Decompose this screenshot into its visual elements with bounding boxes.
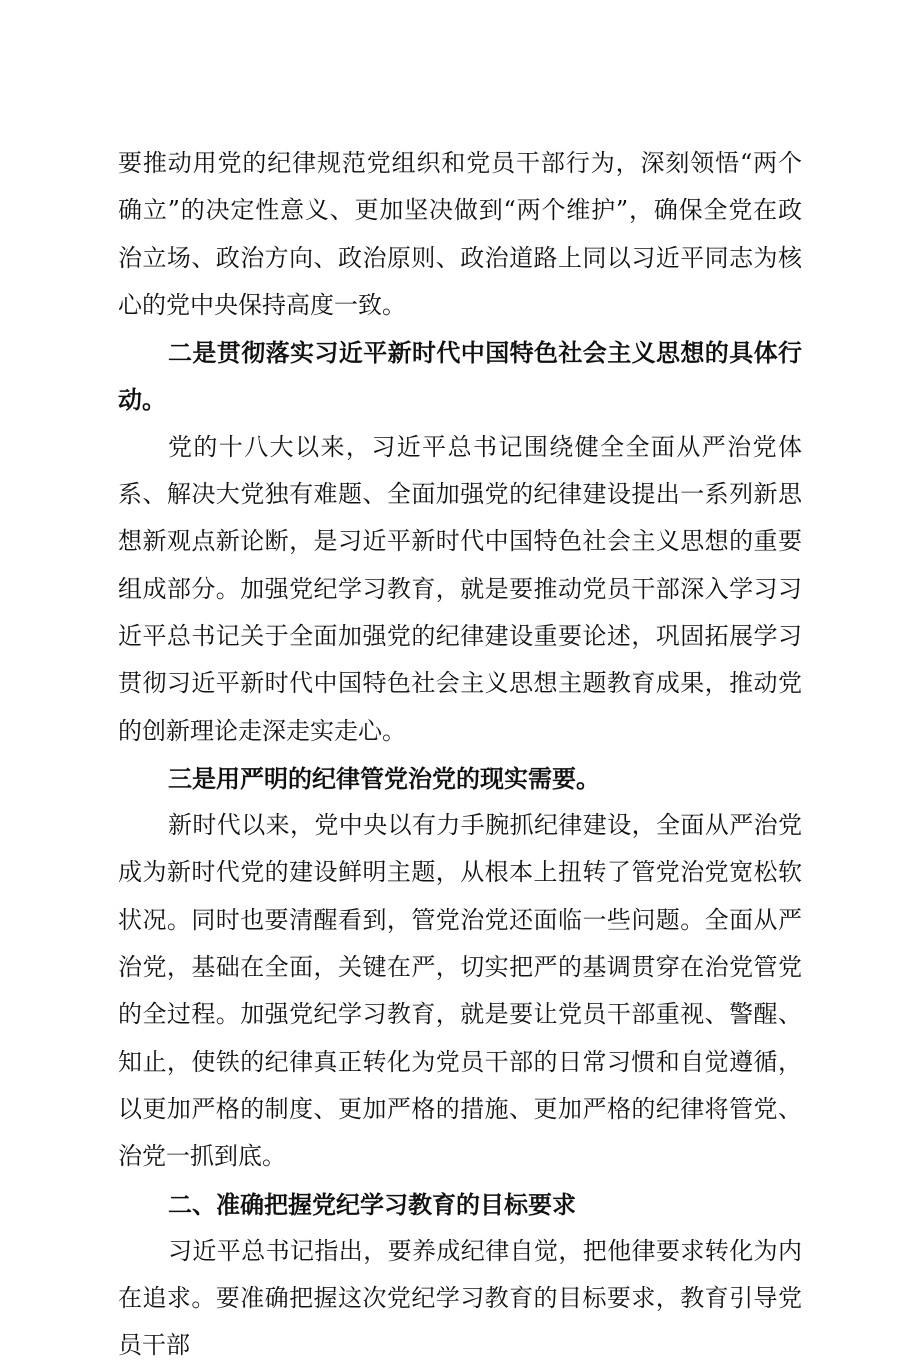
body-paragraph: 习近平总书记指出，要养成纪律自觉，把他律要求转化为内在追求。要准确把握这次党纪学习教育的目标要求，教育引导党员干部	[118, 1236, 802, 1360]
body-paragraph: 新时代以来，党中央以有力手腕抓纪律建设，全面从严治党成为新时代党的建设鲜明主题，从根本上扭转了管党治党宽松软状况。同时也要清醒看到，管党治党还面临一些问题。全面从严治党，基础在全面，关键在严，切实把严的基调贯穿在治党管党的全过程。加强党纪学习教育，就是要让党员干部重视、警醒、知止，使铁的纪律真正转化为党员干部的日常习惯和自觉遵循，以更加严格的制度、更加严格的措施、更加严格的纪律将管党、治党一抓到底。	[118, 811, 802, 1171]
document-body	[118, 140, 802, 1370]
body-paragraph: 党的十八大以来，习近平总书记围绕健全全面从严治党体系、解决大党独有难题、全面加强党的纪律建设提出一系列新思想新观点新论断，是习近平新时代中国特色社会主义思想的重要组成部分。加强党纪学习教育，就是要推动党员干部深入学习习近平总书记关于全面加强党的纪律建设重要论述，巩固拓展学习贯彻习近平新时代中国特色社会主义思想主题教育成果，推动党的创新理论走深走实走心。	[118, 432, 802, 745]
subheading-second-point: 二是贯彻落实习近平新时代中国特色社会主义思想的具体行动。	[118, 338, 802, 415]
subheading-third-point: 三是用严明的纪律管党治党的现实需要。	[168, 763, 600, 793]
body-paragraph-continuation: 要推动用党的纪律规范党组织和党员干部行为，深刻领悟“两个确立”的决定性意义、更加坚决做到“两个维护”，确保全党在政治立场、政治方向、政治原则、政治道路上同以习近平同志为核心的党中央保持高度一致。	[118, 149, 802, 319]
section-heading: 二、准确把握党纪学习教育的目标要求	[168, 1189, 576, 1219]
